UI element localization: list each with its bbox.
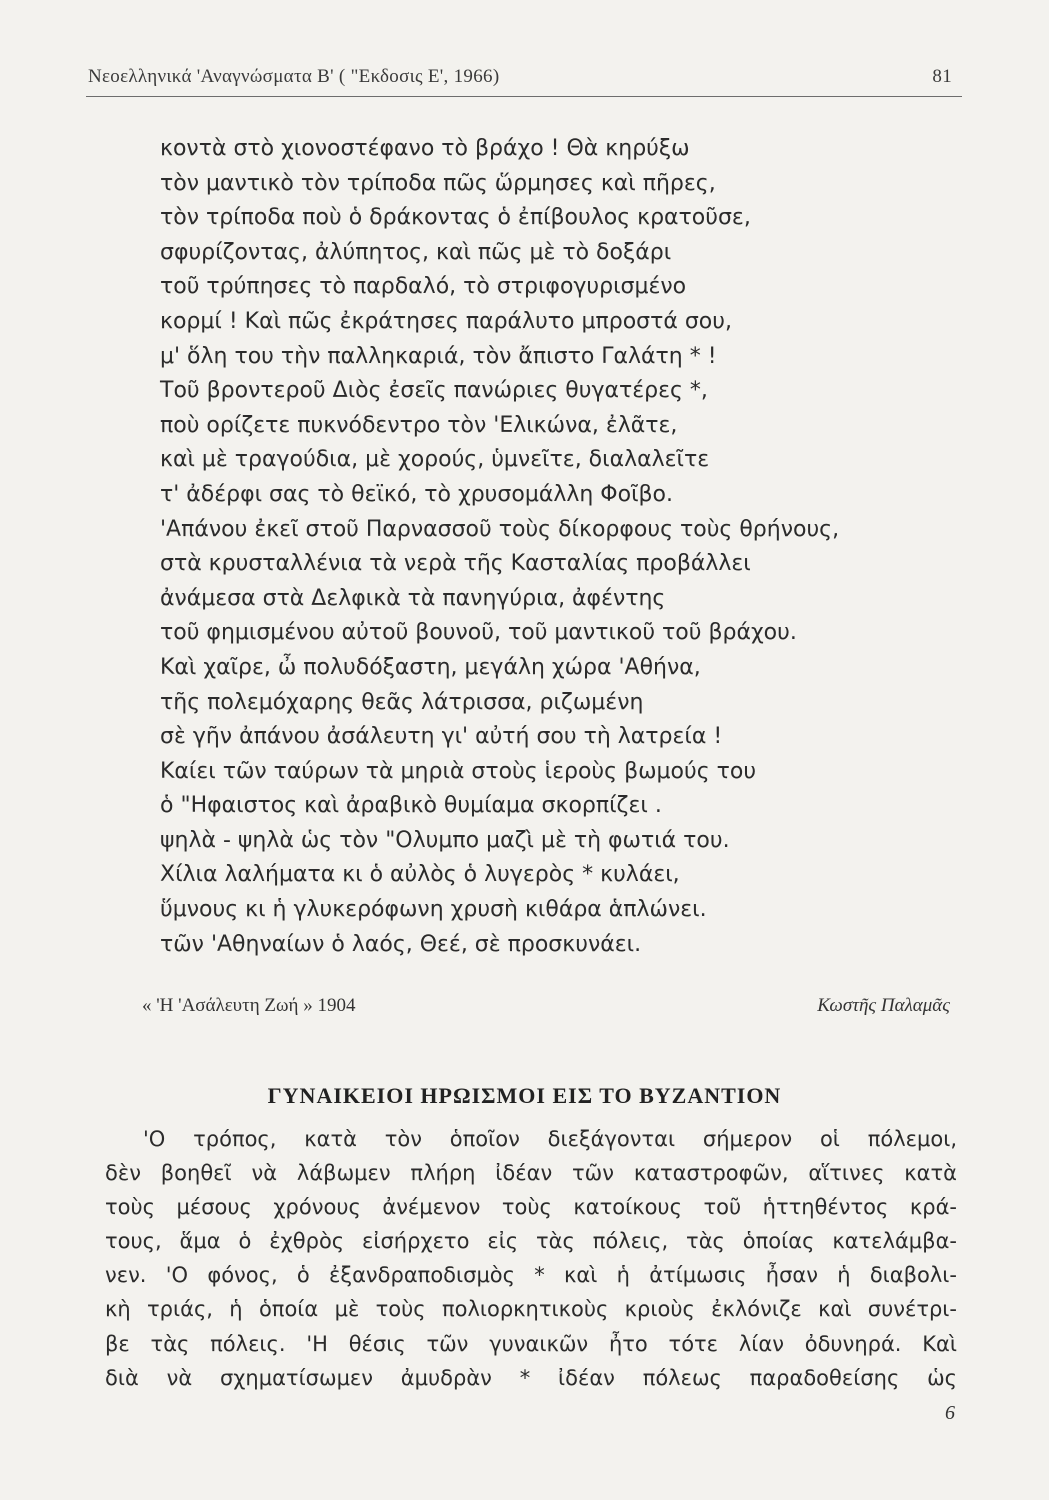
poem-line: ὁ "Ηφαιστος καὶ ἀραβικὸ θυμίαμα σκορπίζει . <box>160 793 662 819</box>
poem-line: σὲ γῆν ἀπάνου ἀσάλευτη γι' αὐτή σου τὴ λατρεία ! <box>160 724 723 750</box>
poem-line: 'Απάνου ἐκεῖ στοῦ Παρνασσοῦ τοὺς δίκορφους τοὺς θρήνους, <box>160 516 840 542</box>
poem-line: σφυρίζοντας, ἀλύπητος, καὶ πῶς μὲ τὸ δοξάρι <box>160 239 672 265</box>
poem-credits <box>142 995 950 1025</box>
poem-line: καὶ μὲ τραγούδια, μὲ χορούς, ὑμνεῖτε, διαλαλεῖτε <box>160 447 710 473</box>
poem-line: τὸν τρίποδα ποὺ ὁ δράκοντας ὁ ἐπίβουλος κρατοῦσε, <box>160 205 751 231</box>
poem-line: ποὺ ορίζετε πυκνόδεντρο τὸν 'Ελικώνα, ἐλᾶτε, <box>160 412 678 438</box>
prose-line: τοὺς μέσους χρόνους ἀνέμενον τοὺς κατοίκους τοῦ ἡττηθέντος κρά- <box>105 1195 957 1220</box>
prose-line: κὴ τριάς, ἡ ὁποία μὲ τοὺς πολιορκητικοὺς κριοὺς ἐκλόνιζε καὶ συνέτρι- <box>105 1297 957 1322</box>
prose-line: διὰ νὰ σχηματίσωμεν ἀμυδρὰν * ἰδέαν πόλεως παραδοθείσης ὡς <box>105 1365 957 1390</box>
poem-line: ἀνάμεσα στὰ Δελφικὰ τὰ πανηγύρια, ἀφέντης <box>160 585 666 611</box>
poem-line: ὕμνους κι ἡ γλυκερόφωνη χρυσὴ κιθάρα ἁπλώνει. <box>160 897 707 923</box>
poem-line: τῶν 'Αθηναίων ὁ λαός, Θεέ, σὲ προσκυνάει. <box>160 931 642 957</box>
poem-author: Κωστῆς Παλαμᾶς <box>817 995 950 1016</box>
poem-source: « 'Η 'Ασάλευτη Ζωή » 1904 <box>142 995 356 1016</box>
poem-line: τῆς πολεμόχαρης θεᾶς λάτρισσα, ριζωμένη <box>160 689 644 715</box>
printer-signature-mark: 6 <box>945 1402 955 1424</box>
poem-line: Χίλια λαλήματα κι ὁ αὐλὸς ὁ λυγερὸς * κυλάει, <box>160 862 680 888</box>
poem-line: τ' ἀδέρφι σας τὸ θεϊκό, τὸ χρυσομάλλη Φοῖβο. <box>160 481 674 507</box>
prose-line: δὲν βοηθεῖ νὰ λάβωμεν πλήρη ἰδέαν τῶν καταστροφῶν, αἵτινες κατὰ <box>105 1161 957 1186</box>
poem-line: στὰ κρυσταλλένια τὰ νερὰ τῆς Κασταλίας προβάλλει <box>160 551 751 577</box>
poem-line: τὸν μαντικὸ τὸν τρίποδα πῶς ὥρμησες καὶ πῆρες, <box>160 170 716 196</box>
poem-line: μ' ὅλη του τὴν παλληκαριά, τὸν ἄπιστο Γαλάτη * ! <box>160 343 717 369</box>
poem-line: Καίει τῶν ταύρων τὰ μηριὰ στοὺς ἱεροὺς βωμούς του <box>160 758 757 784</box>
poem-line: Καὶ χαῖρε, ὦ πολυδόξαστη, μεγάλη χώρα 'Αθήνα, <box>160 654 701 680</box>
prose-line: νεν. 'Ο φόνος, ὁ ἐξανδραποδισμὸς * καὶ ἡ ἀτίμωσις ἦσαν ἡ διαβολι- <box>105 1263 957 1288</box>
section-heading: ΓΥΝΑΙΚΕΙΟΙ ΗΡΩΙΣΜΟΙ ΕΙΣ ΤΟ ΒΥΖΑΝΤΙΟΝ <box>267 1083 782 1108</box>
poem-line: τοῦ φημισμένου αὐτοῦ βουνοῦ, τοῦ μαντικοῦ τοῦ βράχου. <box>160 620 797 646</box>
poem-line: κοντὰ στὸ χιονοστέφανο τὸ βράχο ! Θὰ κηρύξω <box>160 136 690 161</box>
prose-line: βε τὰς πόλεις. 'Η θέσις τῶν γυναικῶν ἦτο τότε λίαν ὀδυνηρά. Καὶ <box>105 1331 957 1356</box>
header-rule <box>86 96 962 97</box>
header-title: Νεοελληνικά 'Αναγνώσματα Β' ( "Εκδοσις Ε', 1966) <box>88 66 500 87</box>
poem-line: Τοῦ βροντεροῦ Διὸς ἐσεῖς πανώριες θυγατέρες *, <box>160 378 708 404</box>
poem-line: ψηλὰ - ψηλὰ ὡς τὸν "Ολυμπο μαζὶ μὲ τὴ φωτιά του. <box>160 827 730 853</box>
poem-line: κορμί ! Καὶ πῶς ἐκράτησες παράλυτο μπροστά σου, <box>160 308 732 334</box>
prose-line: 'Ο τρόπος, κατὰ τὸν ὁποῖον διεξάγονται σήμερον οἱ πόλεμοι, <box>143 1127 957 1151</box>
running-header <box>88 66 960 96</box>
poem-block <box>160 132 900 962</box>
page-number: 81 <box>932 66 952 87</box>
prose-block <box>105 1122 957 1395</box>
poem-line: τοῦ τρύπησες τὸ παρδαλό, τὸ στριφογυρισμένο <box>160 274 687 300</box>
prose-line: τους, ἅμα ὁ ἐχθρὸς εἰσήρχετο εἰς τὰς πόλεις, τὰς ὁποίας κατελάμβα- <box>105 1229 957 1254</box>
